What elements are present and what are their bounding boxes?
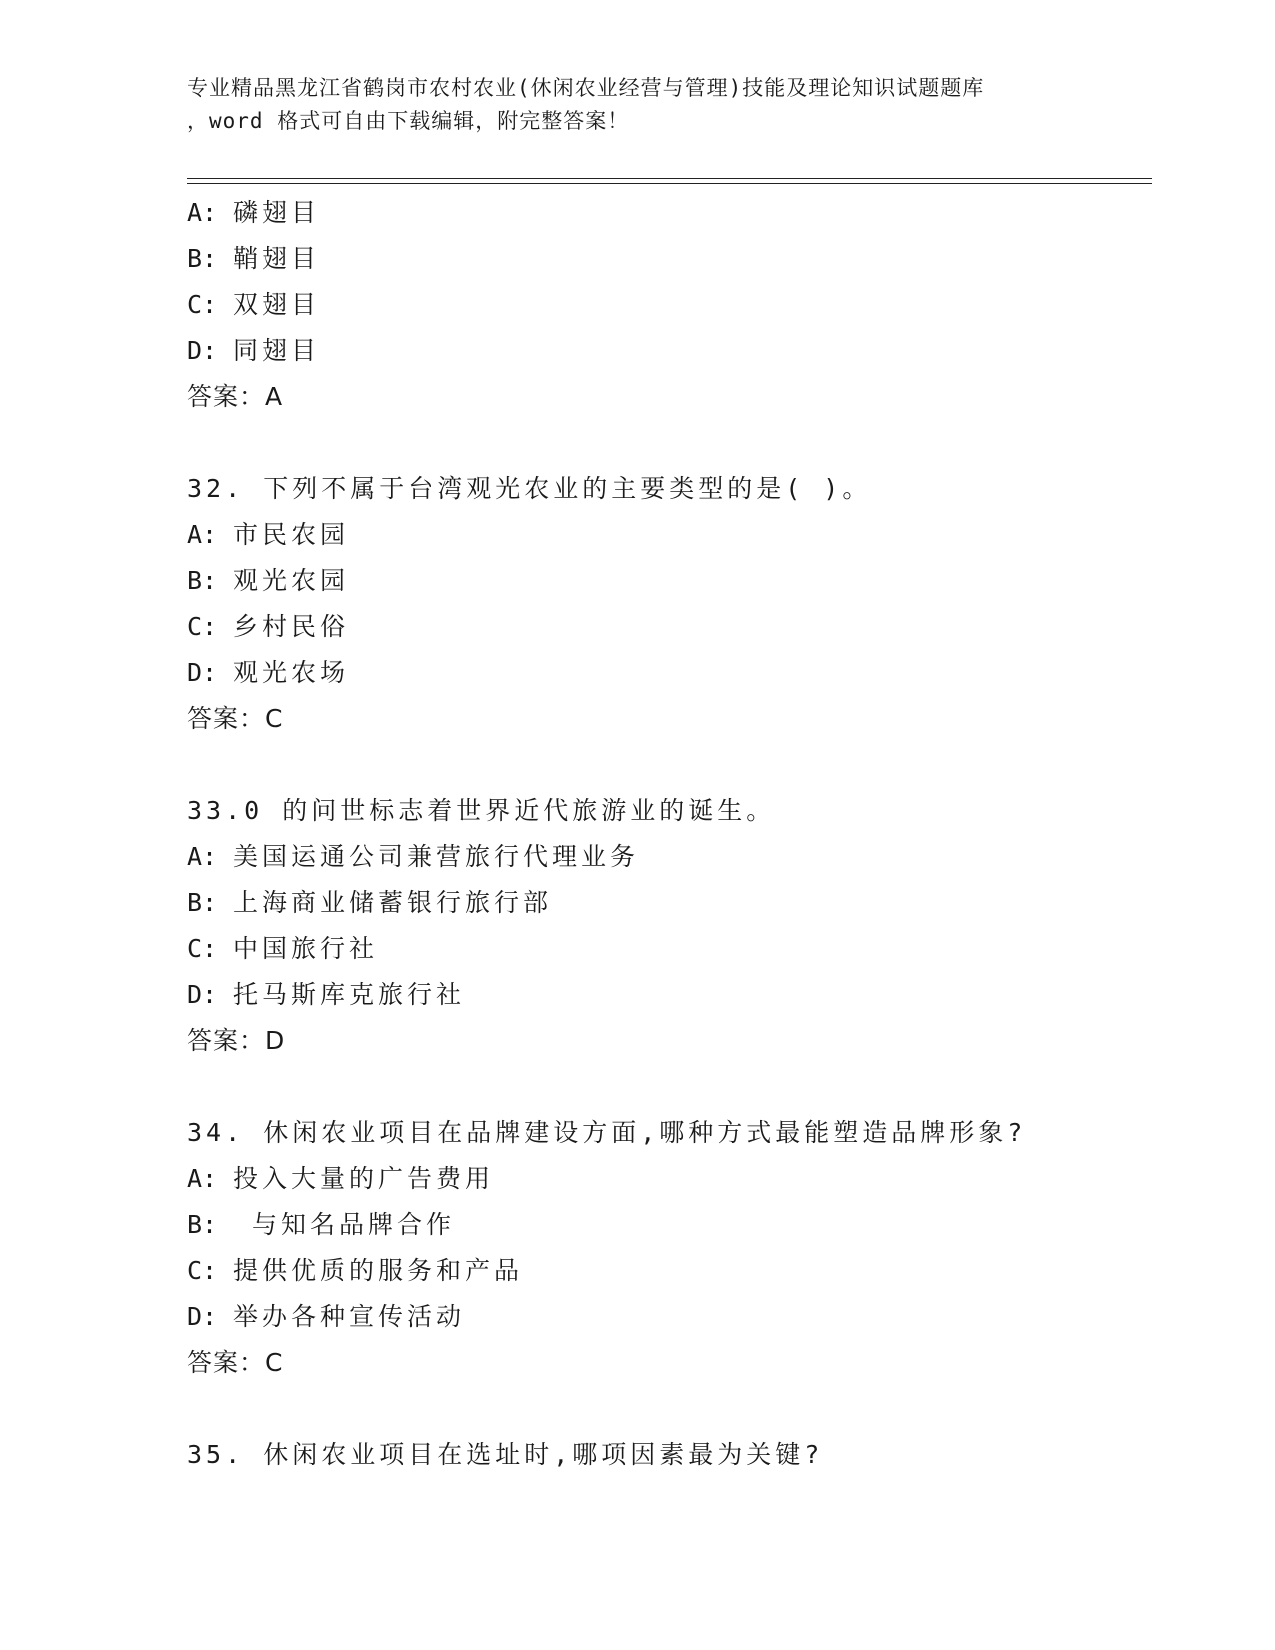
option-label: B: [187, 888, 218, 917]
option-c [187, 604, 1152, 650]
option-b [187, 236, 1152, 282]
option-label: D: [187, 980, 218, 1009]
option-a [187, 834, 1152, 880]
option-text: 投入大量的广告费用 [233, 1164, 495, 1193]
option-label: C: [187, 934, 218, 963]
answer-line: 答案：A [187, 382, 284, 411]
option-label: C: [187, 1256, 218, 1285]
option-text: 托马斯库克旅行社 [233, 980, 466, 1009]
question-stem: 33.0 的问世标志着世界近代旅游业的诞生。 [187, 796, 776, 825]
question-stem: 35. 休闲农业项目在选址时,哪项因素最为关键? [187, 1440, 824, 1469]
question-list [187, 190, 1152, 1478]
option-label: D: [187, 658, 218, 687]
option-label: D: [187, 1302, 218, 1331]
answer-line: 答案：C [187, 1348, 284, 1377]
answer-line: 答案：D [187, 1026, 286, 1055]
option-d [187, 972, 1152, 1018]
option-label: B: [187, 244, 218, 273]
option-c [187, 1248, 1152, 1294]
option-label: C: [187, 290, 218, 319]
option-label: A: [187, 1164, 218, 1193]
option-b [187, 558, 1152, 604]
option-text: 上海商业储蓄银行旅行部 [233, 888, 553, 917]
option-label: C: [187, 612, 218, 641]
option-text: 观光农园 [233, 566, 350, 595]
question-stem: 34. 休闲农业项目在品牌建设方面,哪种方式最能塑造品牌形象? [187, 1118, 1027, 1147]
option-d [187, 650, 1152, 696]
answer-line: 答案：C [187, 704, 284, 733]
option-label: D: [187, 336, 218, 365]
option-text: 市民农园 [233, 520, 350, 549]
option-text: 美国运通公司兼营旅行代理业务 [233, 842, 640, 871]
option-text: 与知名品牌合作 [233, 1210, 456, 1239]
option-text: 中国旅行社 [233, 934, 379, 963]
option-text: 鞘翅目 [233, 244, 321, 273]
option-d [187, 1294, 1152, 1340]
option-d [187, 328, 1152, 374]
header-title-line2: ，word 格式可自由下载编辑，附完整答案！ [187, 109, 630, 133]
option-text: 双翅目 [233, 290, 321, 319]
question-32 [187, 466, 1152, 742]
header-rule-bottom [187, 183, 1152, 184]
option-label: B: [187, 1210, 218, 1239]
option-text: 同翅目 [233, 336, 321, 365]
option-text: 举办各种宣传活动 [233, 1302, 466, 1331]
option-a [187, 190, 1152, 236]
option-label: A: [187, 842, 218, 871]
option-text: 磷翅目 [233, 198, 321, 227]
document-header [187, 72, 1087, 138]
option-text: 乡村民俗 [233, 612, 350, 641]
option-c [187, 926, 1152, 972]
option-label: A: [187, 198, 218, 227]
option-c [187, 282, 1152, 328]
header-rule-top [187, 178, 1152, 179]
option-a [187, 1156, 1152, 1202]
question-35 [187, 1432, 1152, 1478]
option-b [187, 1202, 1152, 1248]
option-label: B: [187, 566, 218, 595]
question-34 [187, 1110, 1152, 1386]
question-stem: 32. 下列不属于台湾观光农业的主要类型的是( )。 [187, 474, 872, 503]
question-33 [187, 788, 1152, 1064]
header-title-line1: 专业精品黑龙江省鹤岗市农村农业(休闲农业经营与管理)技能及理论知识试题题库 [187, 76, 985, 100]
option-text: 观光农场 [233, 658, 350, 687]
option-b [187, 880, 1152, 926]
question-31 [187, 190, 1152, 420]
option-a [187, 512, 1152, 558]
option-text: 提供优质的服务和产品 [233, 1256, 524, 1285]
option-label: A: [187, 520, 218, 549]
